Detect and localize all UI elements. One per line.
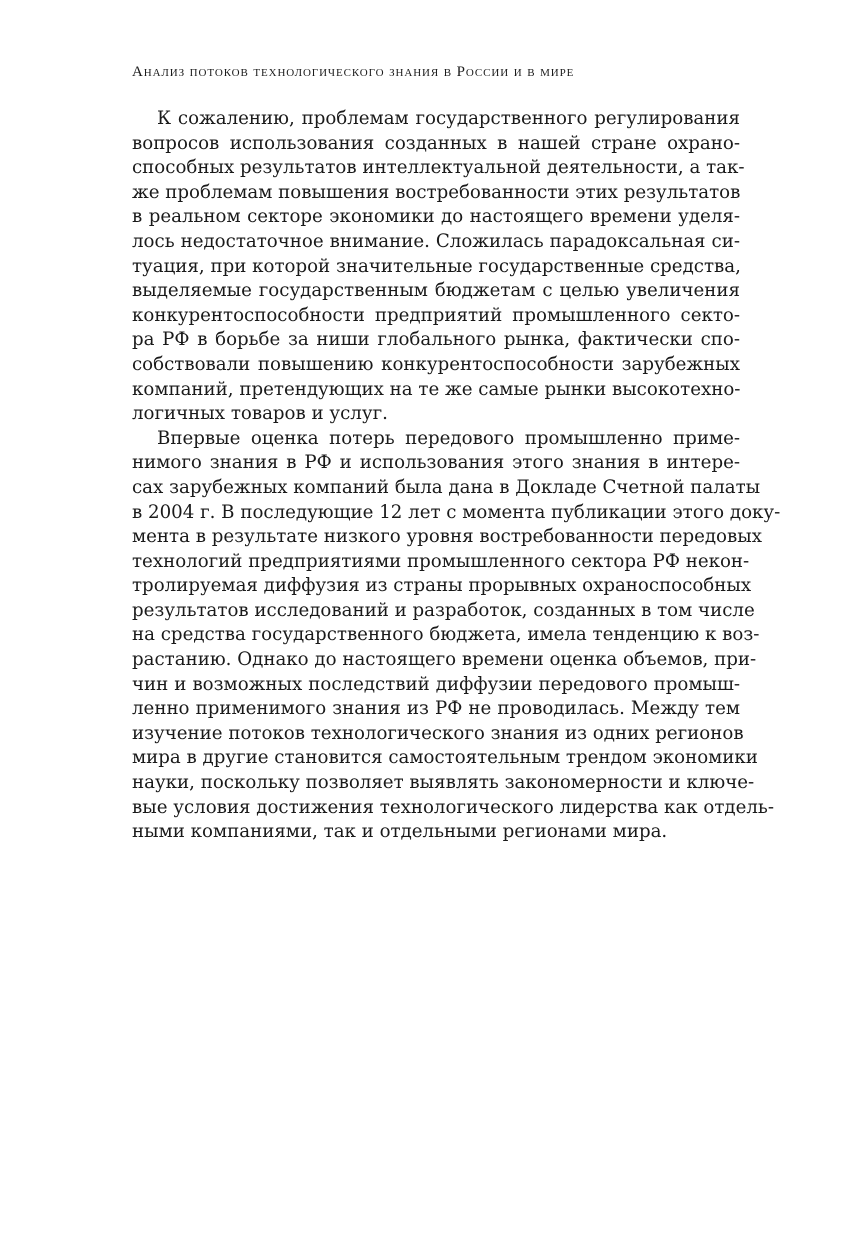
text-line: Впервые оценка потерь передового промышленно приме- (157, 427, 740, 449)
text-line: в реальном секторе экономики до настоящего времени уделя- (132, 206, 740, 228)
text-line: ленно применимого знания из РФ не проводилась. Между тем (132, 698, 740, 720)
text-line: логичных товаров и услуг. (132, 403, 388, 425)
text-line: способных результатов интеллектуальной деятельности, а так- (132, 157, 745, 179)
text-line: чин и возможных последствий диффузии передового промыш- (132, 673, 740, 695)
body-text (132, 107, 781, 845)
text-line: собствовали повышению конкурентоспособности зарубежных (132, 353, 740, 375)
text-line: туация, при которой значительные государственные средства, (132, 255, 741, 277)
text-line: ными компаниями, так и отдельными регионами мира. (132, 821, 668, 843)
text-line: же проблемам повышения востребованности этих результатов (132, 181, 741, 203)
text-line: растанию. Однако до настоящего времени оценка объемов, при- (132, 649, 757, 671)
text-line: нимого знания в РФ и использования этого знания в интере- (132, 452, 740, 474)
text-line: ра РФ в борьбе за ниши глобального рынка, фактически спо- (132, 329, 740, 351)
text-line: конкурентоспособности предприятий промышленного секто- (132, 304, 740, 326)
text-line: лось недостаточное внимание. Сложилась парадоксальная си- (132, 230, 740, 252)
text-line: мира в другие становится самостоятельным трендом экономики (132, 747, 758, 769)
text-line: вопросов использования созданных в нашей стране охрано- (132, 132, 740, 154)
text-line: выделяемые государственным бюджетам с целью увеличения (132, 280, 740, 302)
text-line: мента в результате низкого уровня востребованности передовых (132, 526, 762, 548)
running-header: Анализ потоков технологического знания в России и в мире (132, 64, 575, 80)
text-line: на средства государственного бюджета, имела тенденцию к воз- (132, 624, 760, 646)
text-line: вые условия достижения технологического лидерства как отдель- (132, 796, 774, 818)
text-line: в 2004 г. В последующие 12 лет с момента публикации этого доку- (132, 501, 781, 523)
text-line: К сожалению, проблемам государственного регулирования (157, 108, 740, 129)
text-line: изучение потоков технологического знания из одних регионов (132, 722, 744, 744)
paragraph-2 (132, 427, 781, 845)
text-line: результатов исследований и разработок, созданных в том числе (132, 599, 755, 621)
text-line: науки, поскольку позволяет выявлять закономерности и ключе- (132, 772, 755, 794)
paragraph-1 (132, 107, 745, 427)
text-line: тролируемая диффузия из страны прорывных охраноспособных (132, 575, 752, 597)
text-line: компаний, претендующих на те же самые рынки высокотехно- (132, 378, 741, 400)
text-line: технологий предприятиями промышленного сектора РФ некон- (132, 550, 750, 572)
text-line: сах зарубежных компаний была дана в Докладе Счетной палаты (132, 476, 761, 498)
